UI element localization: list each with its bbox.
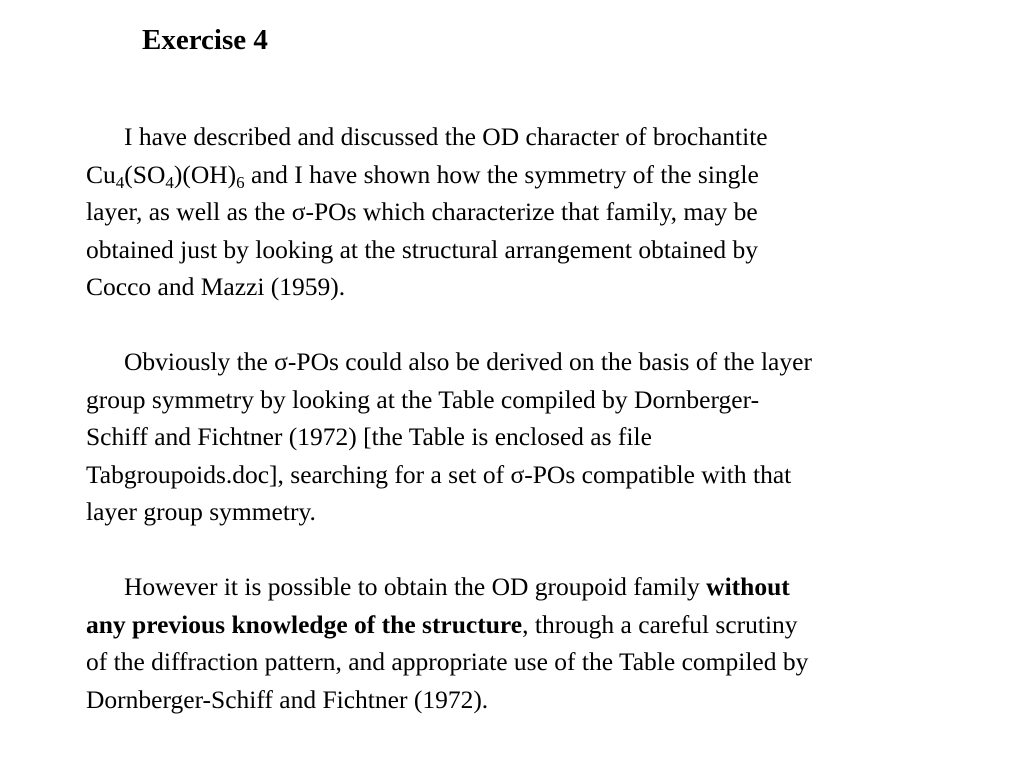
text-span: layer, as well as the σ-POs which characterize that family, may be xyxy=(86,197,758,226)
text-span: and I have shown how the symmetry of the single xyxy=(244,159,759,189)
formula-so: (SO xyxy=(124,159,166,189)
text-span: group symmetry by looking at the Table compiled by Dornberger- xyxy=(86,384,760,414)
bold-text: without xyxy=(706,572,790,601)
paragraph-brochantite xyxy=(86,118,986,306)
text-span: Cocco and Mazzi (1959). xyxy=(86,272,346,301)
bold-text: any previous knowledge of the structure xyxy=(86,609,523,639)
subscript: 6 xyxy=(236,172,245,192)
slide-title: Exercise 4 xyxy=(142,24,268,56)
paragraph-sigma-pos xyxy=(86,343,986,531)
paragraph-groupoid-family xyxy=(86,568,986,718)
text-span: I have described and discussed the OD character of brochantite xyxy=(124,122,768,151)
subscript: 4 xyxy=(115,172,125,192)
text-span: layer group symmetry. xyxy=(86,497,316,526)
formula-oh: )(OH) xyxy=(173,159,237,189)
subscript: 4 xyxy=(165,172,174,192)
text-span: However it is possible to obtain the OD groupoid family xyxy=(124,572,707,601)
text-span: , through a careful scrutiny xyxy=(522,609,798,639)
text-span: Obviously the σ-POs could also be derived on the basis of the layer xyxy=(124,347,812,376)
formula-cu: Cu xyxy=(86,159,116,189)
text-span: of the diffraction pattern, and appropriate use of the Table compiled by xyxy=(86,647,809,676)
text-span: Dornberger-Schiff and Fichtner (1972). xyxy=(86,684,489,714)
text-span: obtained just by looking at the structural arrangement obtained by xyxy=(86,234,759,264)
text-span: Tabgroupoids.doc], searching for a set of σ-POs compatible with that xyxy=(86,459,792,489)
text-span: Schiff and Fichtner (1972) [the Table is enclosed as file xyxy=(86,422,652,451)
